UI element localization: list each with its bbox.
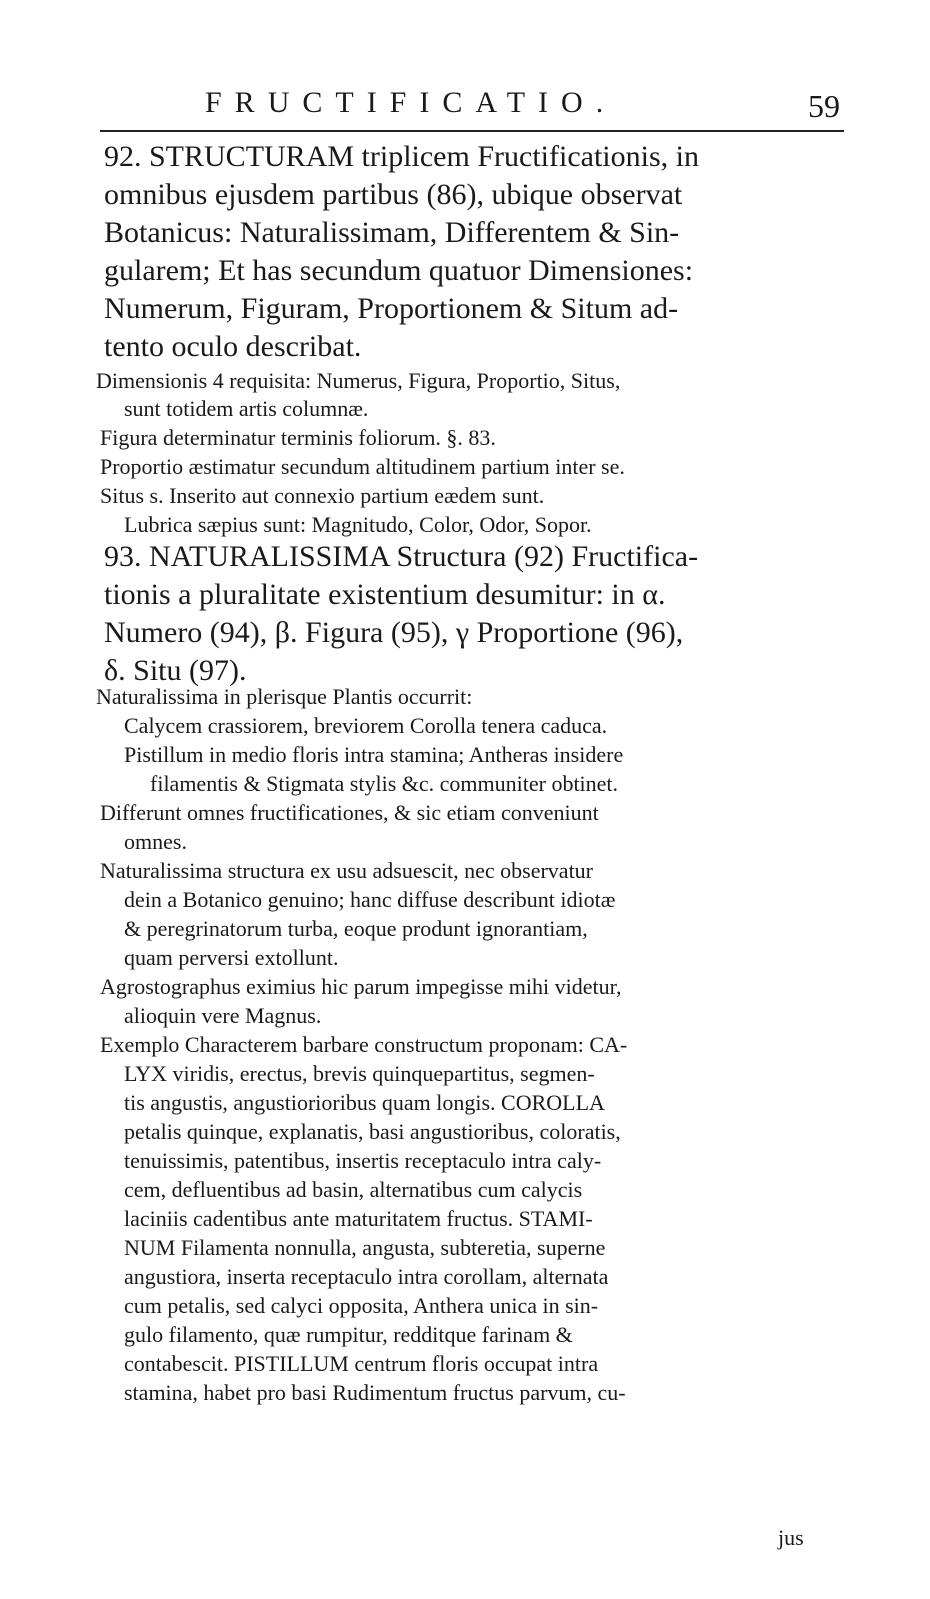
text-line: Calycem crassiorem, breviorem Corolla tenera caduca. <box>124 713 608 738</box>
text-line: & peregrinatorum turba, eoque produnt ignorantiam, <box>124 916 588 941</box>
text-line: petalis quinque, explanatis, basi angustioribus, coloratis, <box>124 1119 621 1144</box>
text-line: NUM Filamenta nonnulla, angusta, subteretia, superne <box>124 1235 606 1260</box>
text-line: tenuissimis, patentibus, insertis receptaculo intra caly- <box>124 1148 602 1173</box>
text-line: Dimensionis 4 requisita: Numerus, Figura, Proportio, Situs, <box>96 368 621 393</box>
text-line: LYX viridis, erectus, brevis quinquepartitus, segmen- <box>124 1061 595 1086</box>
running-title: FRUCTIFICATIO. <box>205 86 617 119</box>
text-line: Pistillum in medio floris intra stamina; Antheras insidere <box>124 742 624 767</box>
text-line: δ. Situ (97). <box>104 654 247 687</box>
text-line: Differunt omnes fructificationes, & sic etiam conveniunt <box>100 800 599 825</box>
text-line: Lubrica sæpius sunt: Magnitudo, Color, Odor, Sopor. <box>124 512 592 537</box>
text-line: Naturalissima in plerisque Plantis occurrit: <box>96 684 473 709</box>
text-line: omnibus ejusdem partibus (86), ubique observat <box>104 178 683 211</box>
text-line: Naturalissima structura ex usu adsuescit, nec observatur <box>100 858 594 883</box>
text-line: Numerum, Figuram, Proportionem & Situm ad- <box>104 292 679 325</box>
text-line: tis angustis, angustiorioribus quam longis. COROLLA <box>124 1090 605 1115</box>
text-line: angustiora, inserta receptaculo intra corollam, alternata <box>124 1264 609 1289</box>
text-line: dein a Botanico genuino; hanc diffuse describunt idiotæ <box>124 887 616 912</box>
text-line: gularem; Et has secundum quatuor Dimensiones: <box>104 254 694 287</box>
text-line: omnes. <box>124 829 187 854</box>
text-line: 93. NATURALISSIMA Structura (92) Fructifica- <box>104 540 699 573</box>
text-line: quam perversi extollunt. <box>124 945 339 970</box>
text-line: alioquin vere Magnus. <box>124 1003 322 1028</box>
text-line: laciniis cadentibus ante maturitatem fructus. STAMI- <box>124 1206 593 1231</box>
text-line: cem, defluentibus ad basin, alternatibus cum calycis <box>124 1177 583 1202</box>
text-line: Numero (94), β. Figura (95), γ Proportione (96), <box>104 616 684 649</box>
text-line: Situs s. Inserito aut connexio partium eædem sunt. <box>100 483 545 508</box>
text-line: Exemplo Characterem barbare constructum proponam: CA- <box>100 1032 628 1057</box>
catchword: jus <box>778 1525 804 1550</box>
text-line: filamentis & Stigmata stylis &c. communiter obtinet. <box>150 771 619 796</box>
text-line: Proportio æstimatur secundum altitudinem partium inter se. <box>100 454 625 479</box>
text-line: contabescit. PISTILLUM centrum floris occupat intra <box>124 1351 599 1376</box>
page-number: 59 <box>808 88 840 124</box>
page-header <box>100 86 840 130</box>
text-line: tento oculo describat. <box>104 330 362 363</box>
text-line: Figura determinatur terminis foliorum. §. 83. <box>100 425 496 450</box>
text-line: cum petalis, sed calyci opposita, Anthera unica in sin- <box>124 1293 599 1318</box>
text-line: Agrostographus eximius hic parum impegisse mihi videtur, <box>100 974 622 999</box>
text-line: stamina, habet pro basi Rudimentum fructus parvum, cu- <box>124 1380 626 1405</box>
text-line: 92. STRUCTURAM triplicem Fructificationis, in <box>104 140 699 173</box>
header-rule <box>100 130 844 132</box>
text-line: tionis a pluralitate existentium desumitur: in α. <box>104 578 666 611</box>
text-line: sunt totidem artis columnæ. <box>124 396 369 421</box>
text-line: gulo filamento, quæ rumpitur, redditque farinam & <box>124 1322 573 1347</box>
text-line: Botanicus: Naturalissimam, Differentem & Sin- <box>104 216 680 249</box>
